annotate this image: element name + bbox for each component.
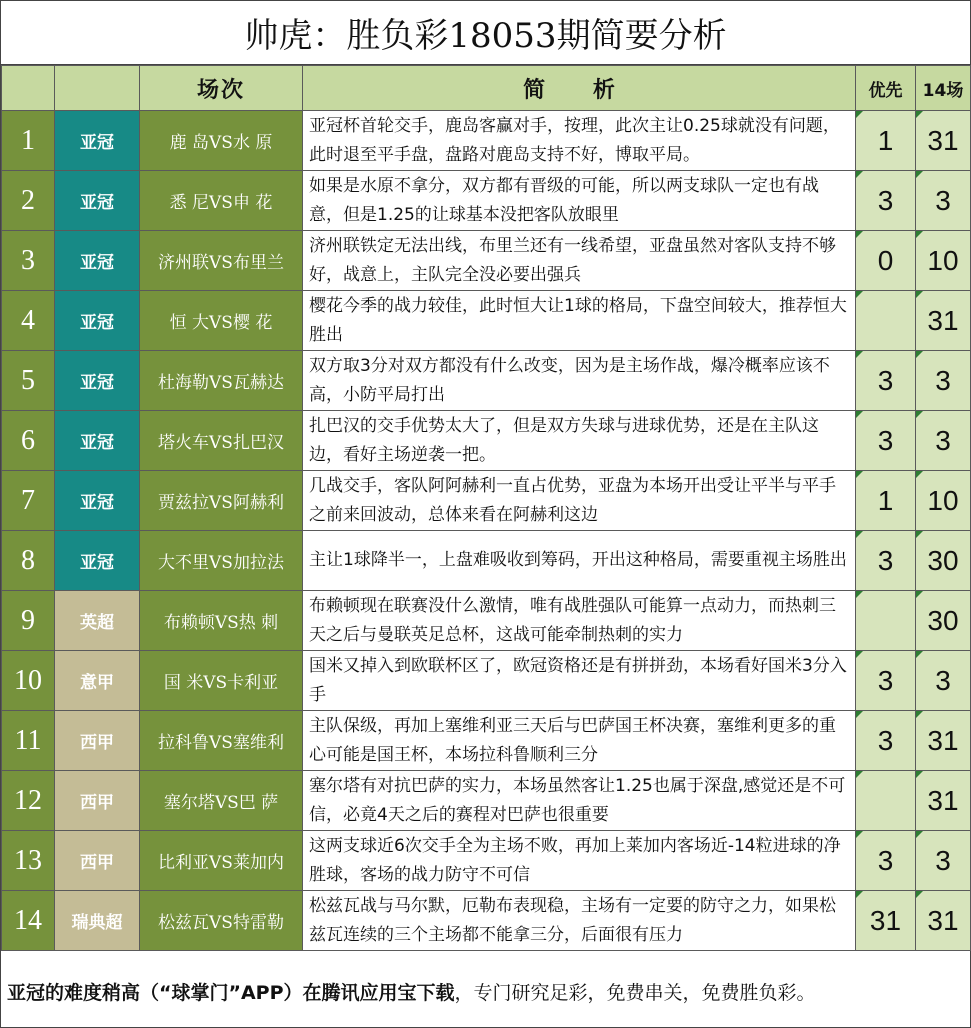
corner-marker-icon [856, 111, 863, 118]
table-row [2, 591, 971, 651]
row-number: 7 [2, 471, 55, 531]
match-cell: 国 米VS卡利亚 [140, 651, 303, 711]
row-number: 8 [2, 531, 55, 591]
table-row [2, 771, 971, 831]
competition-cell: 亚冠 [55, 291, 140, 351]
row-number: 14 [2, 891, 55, 951]
corner-marker-icon [916, 651, 923, 658]
corner-marker-icon [856, 291, 863, 298]
corner-marker-icon [856, 711, 863, 718]
fourteen-pick-value: 30 [927, 604, 959, 636]
fourteen-pick-value: 31 [927, 724, 959, 756]
competition-cell: 瑞典超 [55, 891, 140, 951]
corner-marker-icon [856, 471, 863, 478]
footer-note [1, 956, 970, 1027]
footer-normal-text: ，专门研究足彩，免费串关，免费胜负彩。 [454, 982, 816, 1004]
priority-pick-value: 3 [877, 184, 894, 216]
fourteen-pick-cell [916, 651, 971, 711]
fourteen-pick-cell [916, 291, 971, 351]
header-priority: 优先 [856, 66, 916, 111]
match-cell: 杜海勒VS瓦赫达 [140, 351, 303, 411]
competition-cell: 西甲 [55, 831, 140, 891]
priority-pick-value: 3 [877, 544, 894, 576]
footer-bold-text: 亚冠的难度稍高（“球掌门”APP）在腾讯应用宝下载 [7, 982, 455, 1004]
fourteen-pick-value: 31 [927, 124, 959, 156]
table-row [2, 351, 971, 411]
table-row [2, 831, 971, 891]
priority-pick-value: 31 [869, 904, 902, 936]
corner-marker-icon [856, 891, 863, 898]
brief-cell: 主队保级，再加上塞维利亚三天后与巴萨国王杯决赛，塞维利更多的重心可能是国王杯，本场拉科鲁顺利三分 [303, 711, 856, 771]
fourteen-pick-value: 31 [927, 304, 959, 336]
header-match: 场次 [140, 66, 303, 111]
table-row [2, 531, 971, 591]
priority-pick-cell [856, 231, 916, 291]
header-fourteen: 14场 [916, 66, 971, 111]
fourteen-pick-cell [916, 471, 971, 531]
competition-cell: 亚冠 [55, 231, 140, 291]
priority-pick-value: 1 [877, 484, 894, 516]
brief-cell: 国米又掉入到欧联杯区了，欧冠资格还是有拼拼劲，本场看好国米3分入手 [303, 651, 856, 711]
match-cell: 大不里VS加拉法 [140, 531, 303, 591]
corner-marker-icon [856, 411, 863, 418]
priority-pick-cell [856, 651, 916, 711]
page-title: 帅虎：胜负彩18053期简要分析 [1, 1, 970, 65]
row-number: 3 [2, 231, 55, 291]
table-row [2, 891, 971, 951]
priority-pick-cell [856, 351, 916, 411]
match-cell: 拉科鲁VS塞维利 [140, 711, 303, 771]
fourteen-pick-value: 3 [935, 844, 951, 876]
competition-cell: 亚冠 [55, 111, 140, 171]
competition-cell: 亚冠 [55, 171, 140, 231]
row-number: 13 [2, 831, 55, 891]
priority-pick-cell [856, 471, 916, 531]
corner-marker-icon [856, 231, 863, 238]
corner-marker-icon [916, 171, 923, 178]
brief-cell: 松兹瓦战与马尔默，厄勒布表现稳，主场有一定要的防守之力，如果松兹瓦连续的三个主场都不能拿三分，后面很有压力 [303, 891, 856, 951]
brief-cell: 布赖顿现在联赛没什么激情，唯有战胜强队可能算一点动力，而热刺三天之后与曼联英足总杯，这战可能牵制热刺的实力 [303, 591, 856, 651]
analysis-table [1, 65, 971, 951]
priority-pick-cell [856, 711, 916, 771]
competition-cell: 亚冠 [55, 531, 140, 591]
row-number: 4 [2, 291, 55, 351]
table-row [2, 651, 971, 711]
fourteen-pick-value: 31 [927, 904, 959, 936]
priority-pick-value: 3 [877, 844, 894, 876]
brief-cell: 樱花今季的战力较佳，此时恒大让1球的格局，下盘空间较大，推荐恒大胜出 [303, 291, 856, 351]
priority-pick-cell [856, 411, 916, 471]
competition-cell: 西甲 [55, 771, 140, 831]
match-cell: 恒 大VS樱 花 [140, 291, 303, 351]
priority-pick-cell [856, 591, 916, 651]
fourteen-pick-cell [916, 111, 971, 171]
fourteen-pick-value: 3 [935, 424, 951, 456]
brief-cell: 济州联铁定无法出线，布里兰还有一线希望，亚盘虽然对客队支持不够好，战意上，主队完全没必要出强兵 [303, 231, 856, 291]
table-row [2, 711, 971, 771]
brief-cell: 扎巴汉的交手优势太大了，但是双方失球与进球优势，还是在主队这边，看好主场逆袭一把。 [303, 411, 856, 471]
table-row [2, 111, 971, 171]
row-number: 1 [2, 111, 55, 171]
match-cell: 济州联VS布里兰 [140, 231, 303, 291]
corner-marker-icon [916, 771, 923, 778]
competition-cell: 英超 [55, 591, 140, 651]
corner-marker-icon [916, 831, 923, 838]
header-blank-2 [55, 66, 140, 111]
priority-pick-value: 3 [877, 364, 894, 396]
brief-cell: 这两支球近6次交手全为主场不败，再加上莱加内客场近-14粒进球的净胜球，客场的战力防守不可信 [303, 831, 856, 891]
match-cell: 塔火车VS扎巴汉 [140, 411, 303, 471]
fourteen-pick-cell [916, 711, 971, 771]
match-cell: 鹿 岛VS水 原 [140, 111, 303, 171]
match-cell: 贾兹拉VS阿赫利 [140, 471, 303, 531]
row-number: 2 [2, 171, 55, 231]
brief-cell: 塞尔塔有对抗巴萨的实力，本场虽然客让1.25也属于深盘,感觉还是不可信，必竟4天之后的赛程对巴萨也很重要 [303, 771, 856, 831]
competition-cell: 亚冠 [55, 351, 140, 411]
row-number: 6 [2, 411, 55, 471]
corner-marker-icon [916, 891, 923, 898]
corner-marker-icon [856, 831, 863, 838]
brief-cell: 亚冠杯首轮交手，鹿岛客赢对手，按理，此次主让0.25球就没有问题，此时退至平手盘，盘路对鹿岛支持不好，博取平局。 [303, 111, 856, 171]
brief-cell: 双方取3分对双方都没有什么改变，因为是主场作战，爆冷概率应该不高，小防平局打出 [303, 351, 856, 411]
fourteen-pick-value: 30 [927, 544, 959, 576]
corner-marker-icon [916, 531, 923, 538]
priority-pick-value: 3 [877, 424, 894, 456]
corner-marker-icon [916, 591, 923, 598]
priority-pick-cell [856, 891, 916, 951]
corner-marker-icon [916, 471, 923, 478]
corner-marker-icon [856, 651, 863, 658]
corner-marker-icon [916, 231, 923, 238]
row-number: 10 [2, 651, 55, 711]
match-cell: 布赖顿VS热 刺 [140, 591, 303, 651]
corner-marker-icon [856, 351, 863, 358]
fourteen-pick-cell [916, 411, 971, 471]
priority-pick-cell [856, 171, 916, 231]
header-brief: 简 析 [303, 66, 856, 111]
competition-cell: 西甲 [55, 711, 140, 771]
fourteen-pick-value: 3 [935, 664, 951, 696]
fourteen-pick-cell [916, 351, 971, 411]
fourteen-pick-cell [916, 231, 971, 291]
priority-pick-value: 3 [877, 664, 894, 696]
header-blank-1 [2, 66, 55, 111]
corner-marker-icon [916, 111, 923, 118]
competition-cell: 意甲 [55, 651, 140, 711]
priority-pick-cell [856, 531, 916, 591]
fourteen-pick-cell [916, 171, 971, 231]
row-number: 9 [2, 591, 55, 651]
fourteen-pick-cell [916, 891, 971, 951]
row-number: 5 [2, 351, 55, 411]
competition-cell: 亚冠 [55, 471, 140, 531]
priority-pick-value: 0 [877, 244, 894, 276]
corner-marker-icon [856, 771, 863, 778]
table-row [2, 411, 971, 471]
priority-pick-value: 1 [877, 124, 894, 156]
brief-cell: 如果是水原不拿分，双方都有晋级的可能，所以两支球队一定也有战意，但是1.25的让球基本没把客队放眼里 [303, 171, 856, 231]
fourteen-pick-cell [916, 531, 971, 591]
fourteen-pick-cell [916, 591, 971, 651]
corner-marker-icon [916, 291, 923, 298]
corner-marker-icon [856, 591, 863, 598]
fourteen-pick-value: 31 [927, 784, 959, 816]
match-cell: 松兹瓦VS特雷勒 [140, 891, 303, 951]
corner-marker-icon [856, 171, 863, 178]
fourteen-pick-value: 3 [935, 184, 951, 216]
match-cell: 塞尔塔VS巴 萨 [140, 771, 303, 831]
table-row [2, 291, 971, 351]
corner-marker-icon [856, 531, 863, 538]
fourteen-pick-value: 10 [927, 244, 959, 276]
corner-marker-icon [916, 351, 923, 358]
match-cell: 比利亚VS莱加内 [140, 831, 303, 891]
table-row [2, 231, 971, 291]
fourteen-pick-cell [916, 831, 971, 891]
competition-cell: 亚冠 [55, 411, 140, 471]
table-header-row [2, 66, 971, 111]
table-row [2, 471, 971, 531]
match-cell: 悉 尼VS申 花 [140, 171, 303, 231]
brief-cell: 主让1球降半一，上盘难吸收到筹码，开出这种格局，需要重视主场胜出 [303, 531, 856, 591]
priority-pick-cell [856, 111, 916, 171]
brief-cell: 几战交手，客队阿阿赫利一直占优势，亚盘为本场开出受让平半与平手之前来回波动，总体来看在阿赫利这边 [303, 471, 856, 531]
row-number: 12 [2, 771, 55, 831]
table-row [2, 171, 971, 231]
priority-pick-cell [856, 771, 916, 831]
priority-pick-cell [856, 291, 916, 351]
row-number: 11 [2, 711, 55, 771]
priority-pick-cell [856, 831, 916, 891]
fourteen-pick-value: 3 [935, 364, 951, 396]
priority-pick-value: 3 [877, 724, 894, 756]
corner-marker-icon [916, 411, 923, 418]
corner-marker-icon [916, 711, 923, 718]
fourteen-pick-value: 10 [927, 484, 959, 516]
fourteen-pick-cell [916, 771, 971, 831]
